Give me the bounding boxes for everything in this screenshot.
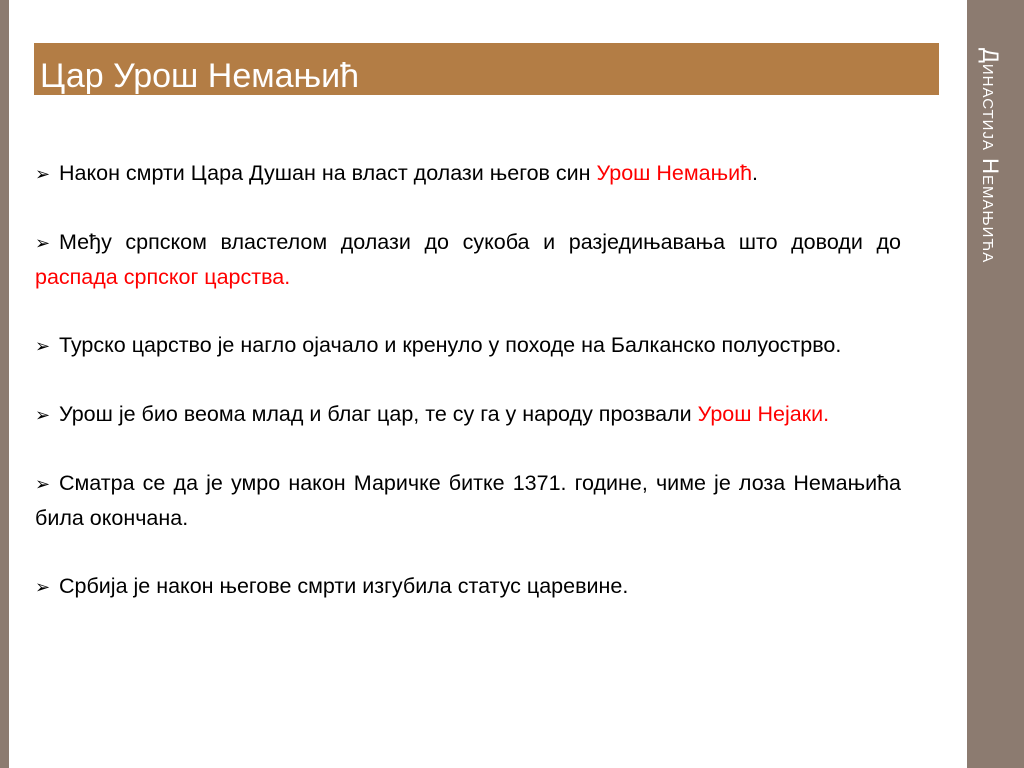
arrow-bullet-icon: ➢ (35, 233, 51, 253)
left-decorative-stripe (0, 0, 9, 768)
arrow-bullet-icon: ➢ (35, 164, 51, 184)
highlighted-text: Урош Немањић (596, 161, 753, 185)
arrow-bullet-icon: ➢ (35, 336, 51, 356)
arrow-bullet-icon: ➢ (35, 474, 51, 494)
bullet-text: Међу српском властелом долази до сукоба и разједињавања што доводи до (59, 230, 901, 254)
section-title: Династија Немањића (978, 48, 1003, 264)
bullet-text: Србија је након његове смрти изгубила статус царевине. (59, 574, 629, 598)
bullet-text: Након смрти Цара Душан на власт долази његов син (59, 161, 597, 185)
arrow-bullet-icon: ➢ (35, 577, 51, 597)
bullet-text: . (752, 161, 759, 185)
arrow-bullet-icon: ➢ (35, 405, 51, 425)
bullet-item (35, 466, 901, 535)
bullet-text: Урош је био веома млад и благ цар, те су га у народу прозвали (59, 402, 698, 426)
bullet-item (35, 397, 901, 432)
bullet-item (35, 569, 901, 604)
slide-title: Цар Урош Немањић (40, 57, 360, 95)
bullet-item (35, 156, 901, 191)
highlighted-text: Урош Нејаки. (697, 402, 830, 426)
bullet-list (35, 156, 901, 604)
bullet-text: Турско царство је нагло ојачало и кренуло у походе на Балканско полуострво. (59, 333, 842, 357)
bullet-text: Сматра се да је умро након Маричке битке 1371. године, чиме је лоза Немањића била окончана. (35, 471, 901, 530)
highlighted-text: распада српског царства. (35, 265, 291, 289)
bullet-item (35, 225, 901, 294)
bullet-item (35, 328, 901, 363)
